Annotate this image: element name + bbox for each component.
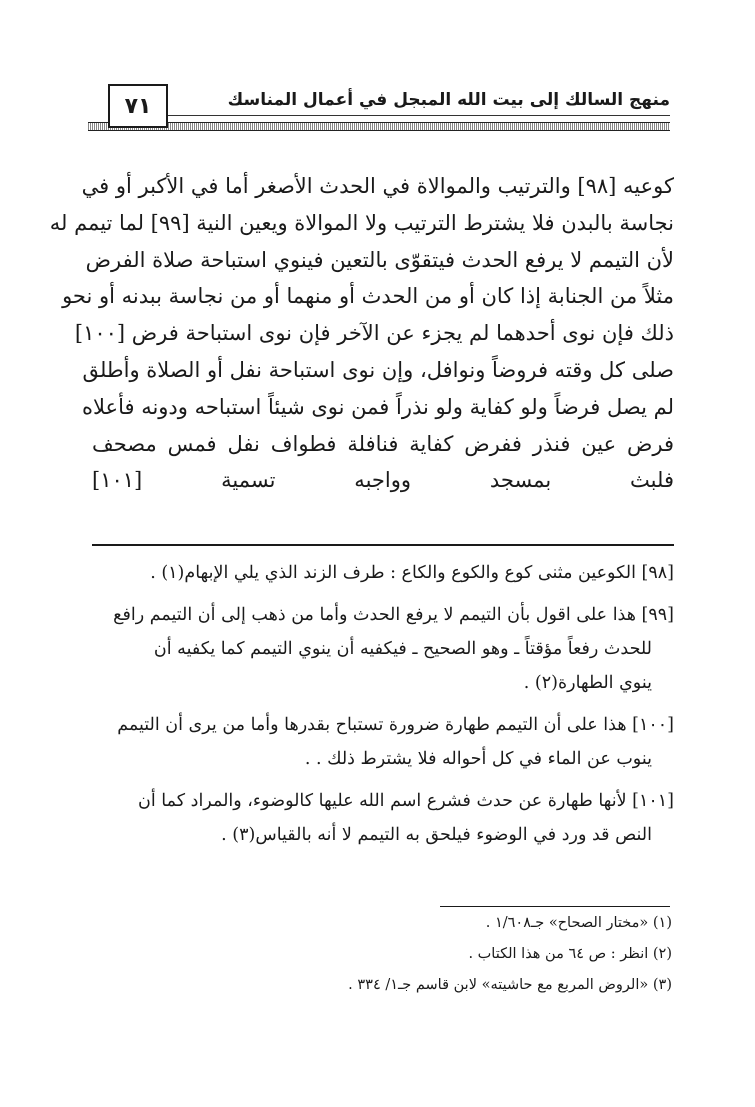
text-line: فرض عين فنذر ففرض كفاية فنافلة فطواف نفل فمس مصحف <box>92 431 674 456</box>
text-line: كوعيه [٩٨] والترتيب والموالاة في الحدث الأصغر أما في الأكبر أو في <box>81 174 674 198</box>
text-line: نجاسة بالبدن فلا يشترط الترتيب ولا الموالاة ويعين النية [٩٩] لما تيمم له <box>49 210 674 235</box>
text-line: مثلاً من الجنابة إذا كان أو من الحدث أو منهما أو من نجاسة ببدنه أو نحو <box>62 284 674 309</box>
note-line: النص قد ورد في الوضوء فيلحق به التيمم لا أنه بالقياس(٣) . <box>221 825 652 845</box>
commentary-notes <box>92 556 674 860</box>
footnote-3: (٣) «الروض المربع مع حاشيته» لابن قاسم جـ١/ ٣٣٤ . <box>348 977 672 993</box>
note-line: [١٠٠] هذا على أن التيمم طهارة ضرورة تستباح بقدرها وأما من يرى أن التيمم <box>117 715 674 735</box>
text-line: ذلك فإن نوى أحدهما لم يجزء عن الآخر فإن نوى استباحة فرض [١٠٠] <box>74 321 674 346</box>
text-line: لأن التيمم لا يرفع الحدث فيتقوّى بالتعين فينوي استباحة صلاة الفرض <box>85 247 674 272</box>
header-rule <box>88 122 670 131</box>
note-line: [١٠١] لأنها طهارة عن حدث فشرع اسم الله عليها كالوضوء، والمراد كما أن <box>138 791 674 811</box>
header-rule-thin <box>168 115 670 116</box>
note-99 <box>92 598 674 700</box>
note-line: [٩٩] هذا على اقول بأن التيمم لا يرفع الحدث وأما من ذهب إلى أن التيمم رافع <box>113 605 674 625</box>
page-number: ٧١ <box>108 84 168 128</box>
note-line: للحدث رفعاً مؤقتاً ـ وهو الصحيح ـ فيكفيه أن ينوي التيمم كما يكفيه أن <box>153 639 652 659</box>
footnote-divider <box>440 906 670 907</box>
text-line: صلى كل وقته فروضاً ونوافل، وإن نوى استباحة نفل أو الصلاة وأطلق <box>82 357 674 382</box>
footnote-1: (١) «مختار الصحاح» جـ١/٦٠٨ . <box>485 915 672 931</box>
note-100 <box>92 708 674 776</box>
running-title: منهج السالك إلى بيت الله المبجل في أعمال المناسك <box>227 90 670 110</box>
main-text <box>49 168 674 499</box>
note-line: ينوب عن الماء في كل أحواله فلا يشترط ذلك . . <box>304 749 652 769</box>
page-header <box>88 78 670 136</box>
note-98 <box>92 556 674 590</box>
footnote-2: (٢) انظر : ص ٦٤ من هذا الكتاب . <box>468 946 672 962</box>
text-line: لم يصل فرضاً ولو كفاية ولو نذراً فمن نوى شيئاً استباحه ودونه فأعلاه <box>82 394 674 419</box>
note-101 <box>92 784 674 852</box>
text-line: فلبث بمسجد وواجبه تسمية [١٠١] <box>92 468 674 493</box>
notes-divider <box>92 544 674 546</box>
footnotes <box>92 908 672 1001</box>
note-line: [٩٨] الكوعين مثنى كوع والكوع والكاع : طرف الزند الذي يلي الإبهام(١) . <box>150 563 674 583</box>
note-line: ينوي الطهارة(٢) . <box>523 673 652 693</box>
